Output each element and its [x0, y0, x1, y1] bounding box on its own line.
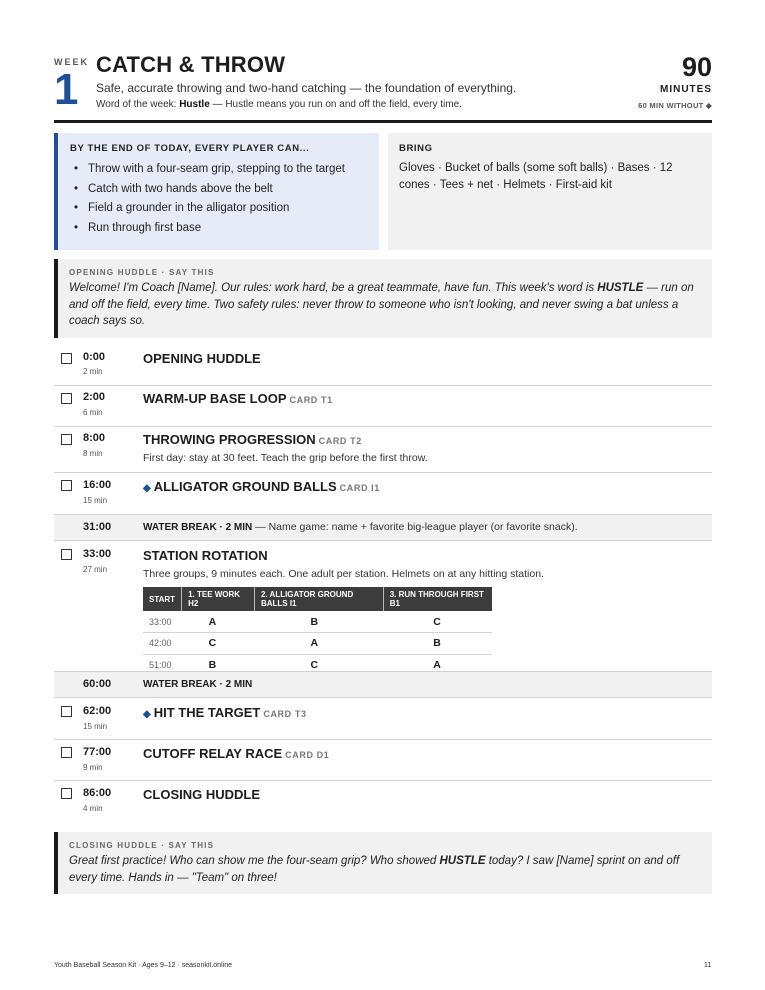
checkbox[interactable] — [61, 706, 72, 717]
break-text — [143, 521, 578, 533]
row-activity — [143, 705, 307, 720]
goals-heading: BY THE END OF TODAY, EVERY PLAYER CAN... — [70, 143, 310, 154]
schedule-row — [54, 473, 712, 515]
rotation-cell: A — [383, 654, 492, 676]
row-duration: 15 min — [83, 722, 108, 731]
card-ref: CARD T1 — [289, 395, 333, 405]
activity-name: CUTOFF RELAY RACE — [143, 746, 283, 761]
row-duration: 9 min — [83, 763, 103, 772]
footer-text: Youth Baseball Season Kit · Ages 9–12 · seasonkit.online — [54, 962, 232, 969]
rotation-row — [143, 633, 492, 655]
page-number: 11 — [704, 962, 712, 969]
script-text: Great first practice! Who can show me the four-seam grip? Who showed — [69, 855, 440, 867]
row-duration: 6 min — [83, 408, 103, 417]
checkbox[interactable] — [61, 393, 72, 404]
rotation-cell: B — [383, 633, 492, 655]
row-duration: 8 min — [83, 449, 103, 458]
script-word: HUSTLE — [439, 855, 486, 867]
schedule-row — [54, 698, 712, 740]
row-time: 77:00 — [83, 746, 112, 758]
row-time: 60:00 — [83, 678, 112, 690]
row-duration: 27 min — [83, 565, 108, 574]
checkbox[interactable] — [61, 434, 72, 445]
week-number: 1 — [54, 65, 79, 114]
row-time: 33:00 — [83, 548, 112, 560]
card-ref: CARD T2 — [318, 436, 362, 446]
row-activity — [143, 432, 362, 447]
break-note: — Name game: name + favorite big-league player (or favorite snack). — [252, 521, 578, 533]
script-text: — run on and off the field, every time. Two safety rules: never throw to someone who isn't looking, and never swing a bat unless a coach says so. — [69, 282, 694, 327]
schedule-row — [54, 541, 712, 672]
row-note: Three groups, 9 minutes each. One adult per station. Helmets on at any hitting station. — [143, 568, 544, 580]
rotation-header: 3. RUN THROUGH FIRST B1 — [383, 587, 492, 611]
header-rule — [54, 120, 712, 123]
row-time: 62:00 — [83, 705, 112, 717]
rotation-cell: B — [182, 654, 255, 676]
schedule-row — [54, 386, 712, 427]
closing-huddle — [54, 832, 712, 894]
diamond-icon: ◆ — [143, 709, 151, 720]
goal-item: • Throw with a four-seam grip, stepping to the target — [70, 160, 379, 180]
row-time: 2:00 — [83, 391, 106, 403]
row-time: 8:00 — [83, 432, 106, 444]
row-time: 86:00 — [83, 787, 112, 799]
word-of-the-week — [96, 99, 462, 110]
row-activity — [143, 351, 261, 366]
row-duration: 15 min — [83, 496, 108, 505]
break-text — [143, 678, 252, 690]
practice-plan-page — [54, 52, 712, 884]
closing-huddle-script — [69, 853, 700, 886]
page-subtitle: Safe, accurate throwing and two-hand catching — the foundation of everything. — [96, 81, 517, 95]
checkbox[interactable] — [61, 480, 72, 491]
word-prefix: Word of the week: — [96, 99, 180, 110]
activity-name: OPENING HUDDLE — [143, 351, 261, 366]
rotation-start: 51:00 — [143, 654, 182, 676]
card-ref: CARD T3 — [263, 709, 307, 719]
rotation-cell: C — [383, 611, 492, 633]
week-label: WEEK — [54, 57, 89, 67]
checkbox[interactable] — [61, 549, 72, 560]
water-break-row — [54, 515, 712, 541]
script-word: HUSTLE — [597, 282, 644, 294]
row-duration: 2 min — [83, 367, 103, 376]
goals-list — [70, 160, 379, 238]
diamond-icon: ◆ — [143, 483, 151, 494]
schedule-row — [54, 348, 712, 386]
row-activity — [143, 391, 333, 406]
opening-huddle-heading: OPENING HUDDLE · SAY THIS — [69, 268, 215, 277]
opening-huddle-script — [69, 280, 700, 330]
info-boxes — [54, 133, 712, 250]
minutes-value: 90 — [681, 52, 712, 82]
script-text: today? I saw [Name] sprint on and off every time. Hands in — "Team" on three! — [69, 855, 680, 884]
opening-huddle — [54, 259, 712, 338]
activity-name: ALLIGATOR GROUND BALLS — [153, 479, 337, 494]
bring-box — [388, 133, 712, 250]
card-ref: CARD I1 — [339, 483, 380, 493]
rotation-start: 33:00 — [143, 611, 182, 633]
bring-heading: BRING — [399, 143, 433, 154]
script-text: Welcome! I'm Coach [Name]. Our rules: work hard, be a great teammate, have fun. This week's word is — [69, 282, 598, 294]
activity-name: THROWING PROGRESSION — [143, 432, 316, 447]
header — [54, 52, 712, 120]
row-duration: 4 min — [83, 804, 103, 813]
rotation-cell: A — [254, 633, 383, 655]
water-break-row — [54, 672, 712, 698]
rotation-cell: B — [254, 611, 383, 633]
rotation-cell: A — [182, 611, 255, 633]
rotation-header-row — [143, 587, 492, 611]
schedule — [54, 348, 712, 821]
rotation-cell: C — [182, 633, 255, 655]
goal-item: • Field a grounder in the alligator position — [70, 199, 379, 219]
schedule-row — [54, 427, 712, 473]
rotation-header: START — [143, 587, 182, 611]
row-activity — [143, 746, 329, 761]
minutes-note: 60 MIN WITHOUT ◆ — [638, 101, 712, 110]
closing-huddle-heading: CLOSING HUDDLE · SAY THIS — [69, 841, 215, 850]
rotation-table — [143, 587, 492, 676]
activity-name: STATION ROTATION — [143, 548, 268, 563]
goals-box — [54, 133, 379, 250]
checkbox[interactable] — [61, 747, 72, 758]
checkbox[interactable] — [61, 788, 72, 799]
activity-name: HIT THE TARGET — [153, 705, 261, 720]
row-activity — [143, 479, 380, 494]
activity-name: WARM-UP BASE LOOP — [143, 391, 287, 406]
bring-list: Gloves · Bucket of balls (some soft balls) · Bases · 12 cones · Tees + net · Helmets · First-aid kit — [399, 162, 673, 191]
break-label: WATER BREAK · 2 MIN — [143, 522, 253, 533]
card-ref: CARD D1 — [285, 750, 330, 760]
rotation-start: 42:00 — [143, 633, 182, 655]
schedule-row — [54, 740, 712, 781]
minutes-label: MINUTES — [660, 84, 712, 95]
schedule-row — [54, 781, 712, 821]
checkbox[interactable] — [61, 353, 72, 364]
page-title: CATCH & THROW — [96, 52, 286, 77]
rotation-cell: C — [254, 654, 383, 676]
rotation-header: 2. ALLIGATOR GROUND BALLS I1 — [254, 587, 383, 611]
row-time: 16:00 — [83, 479, 112, 491]
goal-item: • Run through first base — [70, 219, 379, 239]
rotation-header: 1. TEE WORK H2 — [182, 587, 255, 611]
row-activity — [143, 548, 268, 563]
break-label: WATER BREAK · 2 MIN — [143, 679, 253, 690]
row-note: First day: stay at 30 feet. Teach the grip before the first throw. — [143, 452, 428, 464]
row-activity — [143, 787, 260, 802]
goal-item: • Catch with two hands above the belt — [70, 180, 379, 200]
activity-name: CLOSING HUDDLE — [143, 787, 260, 802]
row-time: 31:00 — [83, 521, 112, 533]
row-time: 0:00 — [83, 351, 106, 363]
word-highlight: Hustle — [179, 99, 210, 110]
rotation-row — [143, 611, 492, 633]
word-suffix: — Hustle means you run on and off the field, every time. — [209, 99, 462, 110]
